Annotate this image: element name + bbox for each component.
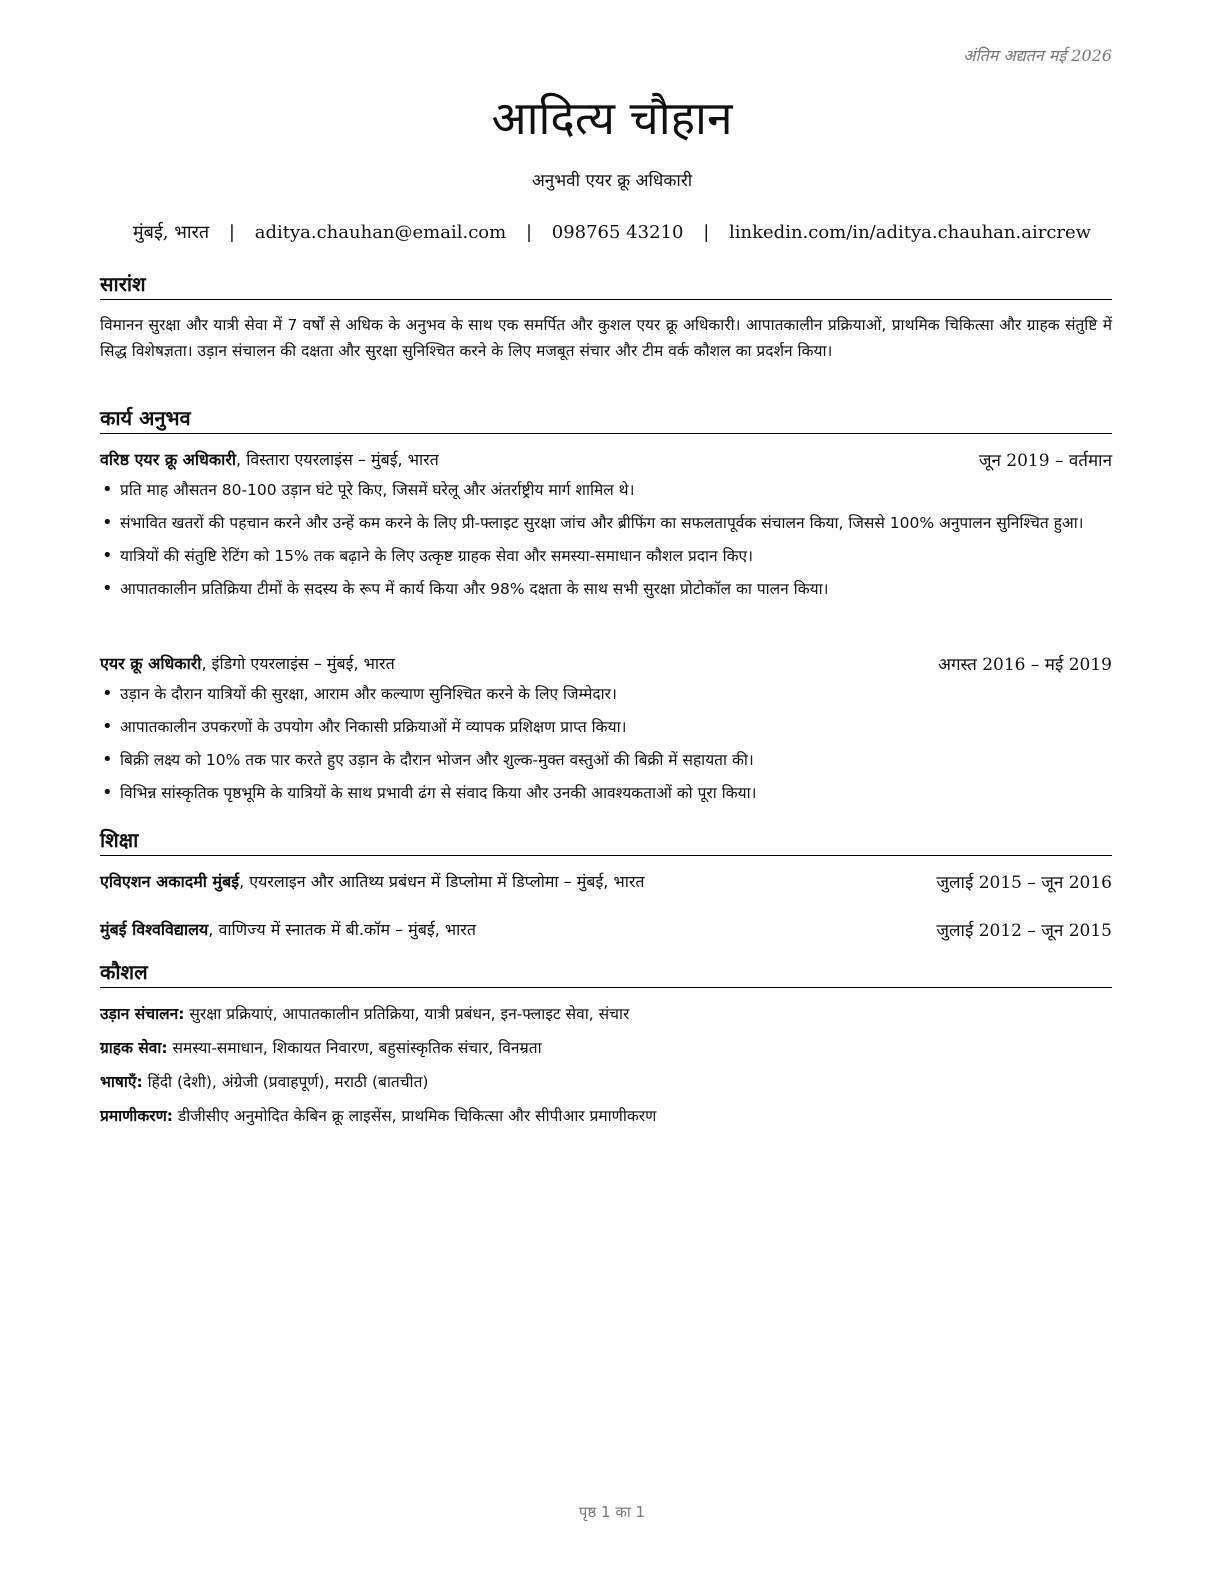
section-title-education: शिक्षा [100, 826, 1112, 856]
summary-text: विमानन सुरक्षा और यात्री सेवा में 7 वर्षों से अधिक के अनुभव के साथ एक समर्पित और कुशल एयर क्रू अधिकारी। आपातकालीन प्रक्रियाओं, प्राथमिक चिकित्सा और ग्राहक संतुष्टि में सिद्ध विशेषज्ञता। उड़ान संचालन की दक्षता और सुरक्षा सुनिश्चित करने के लिए मजबूत संचार और टीम वर्क कौशल का प्रदर्शन किया। [100, 316, 1112, 360]
list-item: • संभावित खतरों की पहचान करने और उन्हें कम करने के लिए प्री-फ्लाइट सुरक्षा जांच और ब्रीफिंग का सफलतापूर्वक संचालन किया, जिससे 100% अनुपालन सुनिश्चित हुआ। [100, 511, 1112, 535]
job-org: , इंडिगो एयरलाइंस – मुंबई, भारत [201, 654, 395, 673]
last-updated: अंतिम अद्यतन मई 2026 [963, 46, 1112, 65]
list-item: • उड़ान के दौरान यात्रियों की सुरक्षा, आराम और कल्याण सुनिश्चित करने के लिए जिम्मेदार। [100, 682, 1112, 706]
list-item: • प्रति माह औसतन 80-100 उड़ान घंटे पूरे किए, जिसमें घरेलू और अंतर्राष्ट्रीय मार्ग शामिल थे। [100, 478, 1112, 502]
contact-line [0, 220, 1224, 244]
list-item: • विभिन्न सांस्कृतिक पृष्ठभूमि के यात्रियों के साथ प्रभावी ढंग से संवाद किया और उनकी आवश्यकताओं को पूरा किया। [100, 781, 1112, 805]
job-org: , विस्तारा एयरलाइंस – मुंबई, भारत [236, 450, 439, 469]
job-title-line [100, 448, 439, 471]
list-item: • यात्रियों की संतुष्टि रेटिंग को 15% तक बढ़ाने के लिए उत्कृष्ट ग्राहक सेवा और समस्या-समाधान कौशल प्रदान किए। [100, 544, 1112, 568]
skill-label: प्रमाणीकरण: [100, 1107, 173, 1125]
school-name: एविएशन अकादमी मुंबई [100, 872, 240, 891]
education-dates: जुलाई 2015 – जून 2016 [936, 873, 1112, 893]
education-line [100, 870, 645, 893]
list-item: • आपातकालीन प्रतिक्रिया टीमों के सदस्य के रूप में कार्य किया और 98% दक्षता के साथ सभी सुरक्षा प्रोटोकॉल का पालन किया। [100, 577, 1112, 601]
job-dates: जून 2019 – वर्तमान [978, 451, 1112, 471]
job-dates: अगस्त 2016 – मई 2019 [937, 655, 1112, 675]
skill-label: भाषाएँ: [100, 1073, 143, 1091]
contact-separator: | [703, 222, 710, 243]
skill-value: सुरक्षा प्रक्रियाएं, आपातकालीन प्रतिक्रिया, यात्री प्रबंधन, इन-फ्लाइट सेवा, संचार [184, 1005, 630, 1023]
education-item [100, 918, 1112, 941]
page-title: आदित्य चौहान [491, 91, 733, 145]
job-header [100, 448, 1112, 471]
list-item: • आपातकालीन उपकरणों के उपयोग और निकासी प्रक्रियाओं में व्यापक प्रशिक्षण प्राप्त किया। [100, 715, 1112, 739]
page-number: पृष्ठ 1 का 1 [578, 1503, 646, 1521]
contact-linkedin[interactable]: linkedin.com/in/aditya.chauhan.aircrew [729, 222, 1092, 243]
education-item [100, 870, 1112, 893]
job-bullets [100, 682, 1112, 814]
skill-value: हिंदी (देशी), अंग्रेजी (प्रवाहपूर्ण), मराठी (बातचीत) [142, 1073, 429, 1091]
education-line [100, 918, 476, 941]
section-title-experience: कार्य अनुभव [100, 404, 1112, 434]
contact-email[interactable]: aditya.chauhan@email.com [254, 222, 507, 243]
skill-value: डीजीसीए अनुमोदित केबिन क्रू लाइसेंस, प्राथमिक चिकित्सा और सीपीआर प्रमाणीकरण [172, 1107, 657, 1125]
skill-line [100, 1036, 1112, 1058]
skill-label: ग्राहक सेवा: [100, 1039, 168, 1057]
school-detail: , वाणिज्य में स्नातक में बी.कॉम – मुंबई, भारत [208, 920, 476, 939]
school-name: मुंबई विश्वविद्यालय [100, 920, 209, 939]
contact-separator: | [228, 222, 235, 243]
section-title-skills: कौशल [100, 958, 1112, 988]
skill-line [100, 1002, 1112, 1024]
list-item: • बिक्री लक्ष्य को 10% तक पार करते हुए उड़ान के दौरान भोजन और शुल्क-मुक्त वस्तुओं की बिक्री में सहायता की। [100, 748, 1112, 772]
headline: अनुभवी एयर क्रू अधिकारी [531, 171, 693, 191]
job-bullets [100, 478, 1112, 610]
contact-location: मुंबई, भारत [132, 222, 210, 243]
job-title-line [100, 652, 395, 675]
job-role: एयर क्रू अधिकारी [100, 654, 202, 673]
contact-phone: 098765 43210 [551, 222, 684, 243]
school-detail: , एयरलाइन और आतिथ्य प्रबंधन में डिप्लोमा में डिप्लोमा – मुंबई, भारत [239, 872, 645, 891]
skill-value: समस्या-समाधान, शिकायत निवारण, बहुसांस्कृतिक संचार, विनम्रता [167, 1039, 542, 1057]
skill-label: उड़ान संचालन: [100, 1005, 185, 1023]
skill-line [100, 1070, 1112, 1092]
job-role: वरिष्ठ एयर क्रू अधिकारी [100, 450, 237, 469]
section-title-summary: सारांश [100, 270, 1112, 300]
contact-separator: | [525, 222, 533, 243]
job-header [100, 652, 1112, 675]
education-dates: जुलाई 2012 – जून 2015 [936, 921, 1112, 941]
skill-line [100, 1104, 1112, 1126]
